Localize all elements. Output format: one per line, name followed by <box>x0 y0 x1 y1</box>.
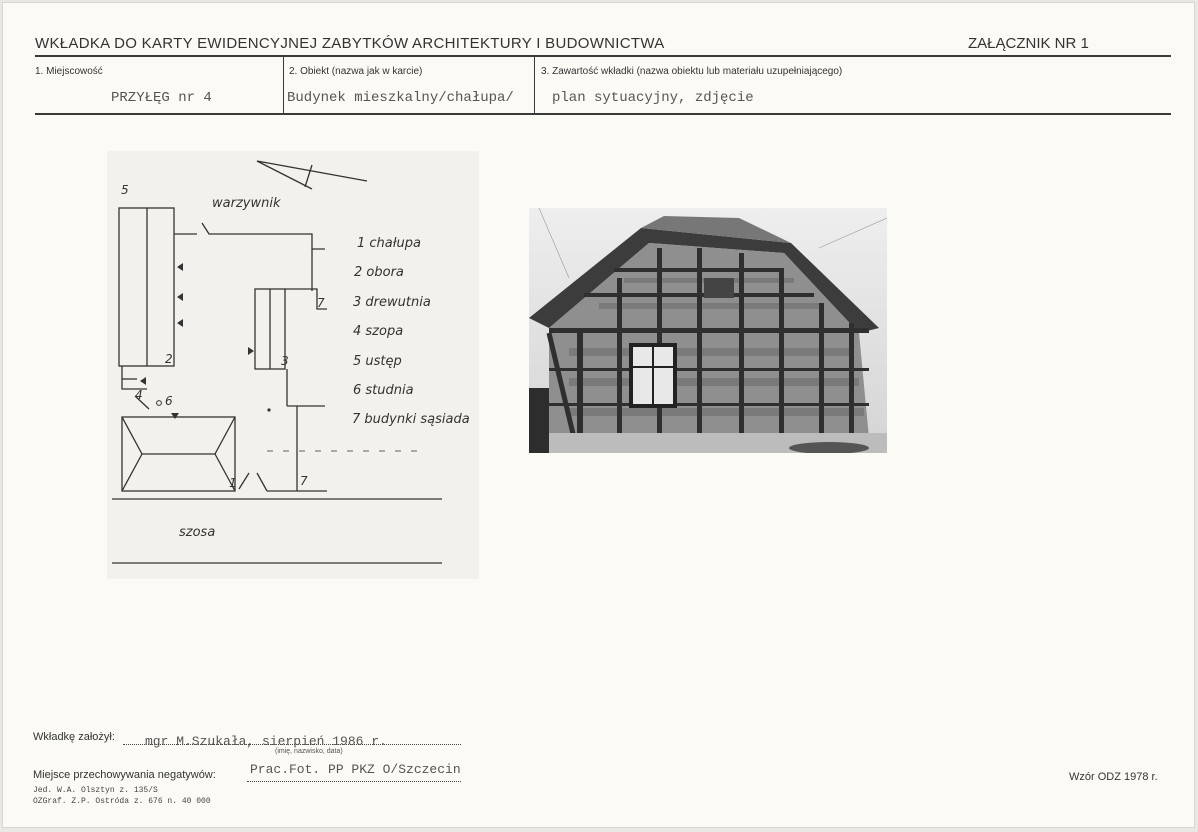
photo-image <box>529 208 887 453</box>
house-photograph <box>529 208 887 453</box>
founder-hint: (imię, nazwisko, data) <box>275 748 343 755</box>
locality-value: PRZYŁĘG nr 4 <box>111 90 212 106</box>
legend-item: 4 szopa <box>353 324 404 339</box>
founder-value: mgr M.Szukała, sierpień 1986 r. <box>145 734 387 749</box>
legend-item: 5 ustęp <box>353 354 402 369</box>
plan-marker: 7 <box>300 474 308 488</box>
legend-item: 3 drewutnia <box>353 295 431 310</box>
inventory-card-insert <box>2 2 1195 828</box>
print-info-line: OZGraf. Z.P. Ostróda z. 676 n. 40 000 <box>33 797 211 806</box>
legend-item: 6 studnia <box>353 383 414 398</box>
negatives-value: Prac.Fot. PP PKZ O/Szczecin <box>250 762 461 777</box>
plan-marker: 1 <box>229 476 237 490</box>
negatives-line <box>247 781 461 782</box>
site-plan <box>107 151 479 579</box>
road-label: szosa <box>179 525 216 540</box>
legend-item: 7 budynki sąsiada <box>352 412 470 427</box>
plan-marker: 7 <box>317 296 325 310</box>
plan-marker: 5 <box>121 183 129 197</box>
field-divider <box>534 57 535 113</box>
legend-item: 1 chałupa <box>357 236 421 251</box>
plan-marker: 6 <box>165 394 173 408</box>
card-title: WKŁADKA DO KARTY EWIDENCYJNEJ ZABYTKÓW ARCHITEKTURY I BUDOWNICTWA <box>35 35 665 52</box>
print-info-line: Jed. W.A. Olsztyn z. 135/S <box>33 786 158 795</box>
fields-rule <box>35 113 1171 115</box>
locality-label: 1. Miejscowość <box>35 66 103 77</box>
founder-label: Wkładkę założył: <box>33 731 115 743</box>
site-plan-drawing <box>107 151 479 579</box>
annex-number: ZAŁĄCZNIK NR 1 <box>968 35 1089 52</box>
field-divider <box>283 57 284 113</box>
vegetable-garden-label: warzywnik <box>212 196 281 211</box>
object-value: Budynek mieszkalny/chałupa/ <box>287 90 514 106</box>
negatives-label: Miejsce przechowywania negatywów: <box>33 769 216 781</box>
plan-marker: 4 <box>135 388 143 402</box>
object-label: 2. Obiekt (nazwa jak w karcie) <box>289 66 423 77</box>
header-rule <box>35 55 1171 57</box>
form-code: Wzór ODZ 1978 r. <box>1069 771 1158 783</box>
contents-value: plan sytuacyjny, zdjęcie <box>552 90 754 106</box>
legend-item: 2 obora <box>354 265 404 280</box>
contents-label: 3. Zawartość wkładki (nazwa obiektu lub materiału uzupełniającego) <box>541 66 843 77</box>
plan-marker: 3 <box>281 354 289 368</box>
plan-marker: 2 <box>165 352 173 366</box>
